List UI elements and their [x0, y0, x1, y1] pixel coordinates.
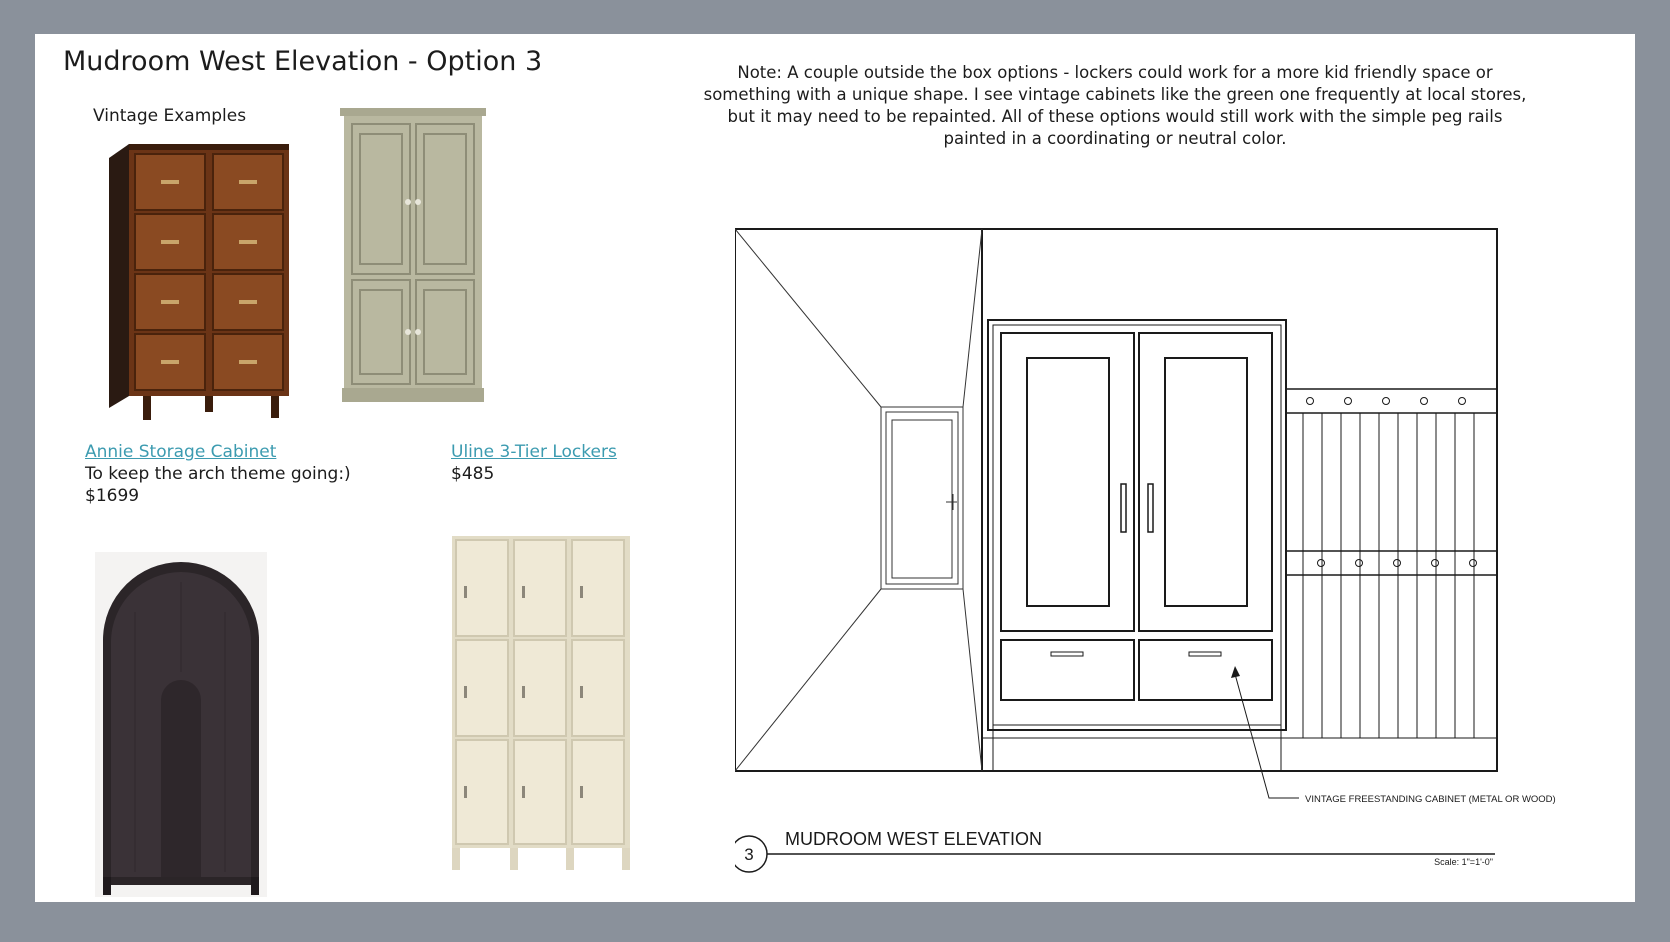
uline-lockers-image	[450, 530, 632, 890]
vintage-wood-file-cabinet-image	[105, 138, 295, 423]
cabinet-callout-label: VINTAGE FREESTANDING CABINET (METAL OR WOOD)	[1305, 794, 1556, 805]
annie-cabinet-description: To keep the arch theme going:)	[85, 464, 351, 484]
drawing-number: 3	[744, 845, 754, 864]
annie-arch-cabinet-image	[95, 552, 267, 897]
uline-lockers-price: $485	[451, 464, 495, 484]
page-title: Mudroom West Elevation - Option 3	[63, 46, 543, 77]
mudroom-west-elevation-drawing	[735, 184, 1635, 889]
design-note: Note: A couple outside the box options - lockers could work for a more kid friendly space or something with a unique shape. I see vintage cabinets like the green one frequently at local stores, but it may need to be repainted. All of these options would still work with the simple peg rails painted in a coordinating or neutral color.	[703, 63, 1527, 148]
slide	[35, 34, 1635, 902]
vintage-examples-heading: Vintage Examples	[93, 106, 247, 126]
annie-cabinet-price: $1699	[85, 486, 140, 506]
uline-lockers-link[interactable]: Uline 3-Tier Lockers	[451, 442, 617, 462]
annie-storage-cabinet-link[interactable]: Annie Storage Cabinet	[85, 442, 277, 462]
drawing-scale: Scale: 1"=1'-0"	[1434, 857, 1493, 867]
drawing-title: MUDROOM WEST ELEVATION	[785, 829, 1043, 849]
vintage-green-cabinet-image	[338, 108, 488, 408]
